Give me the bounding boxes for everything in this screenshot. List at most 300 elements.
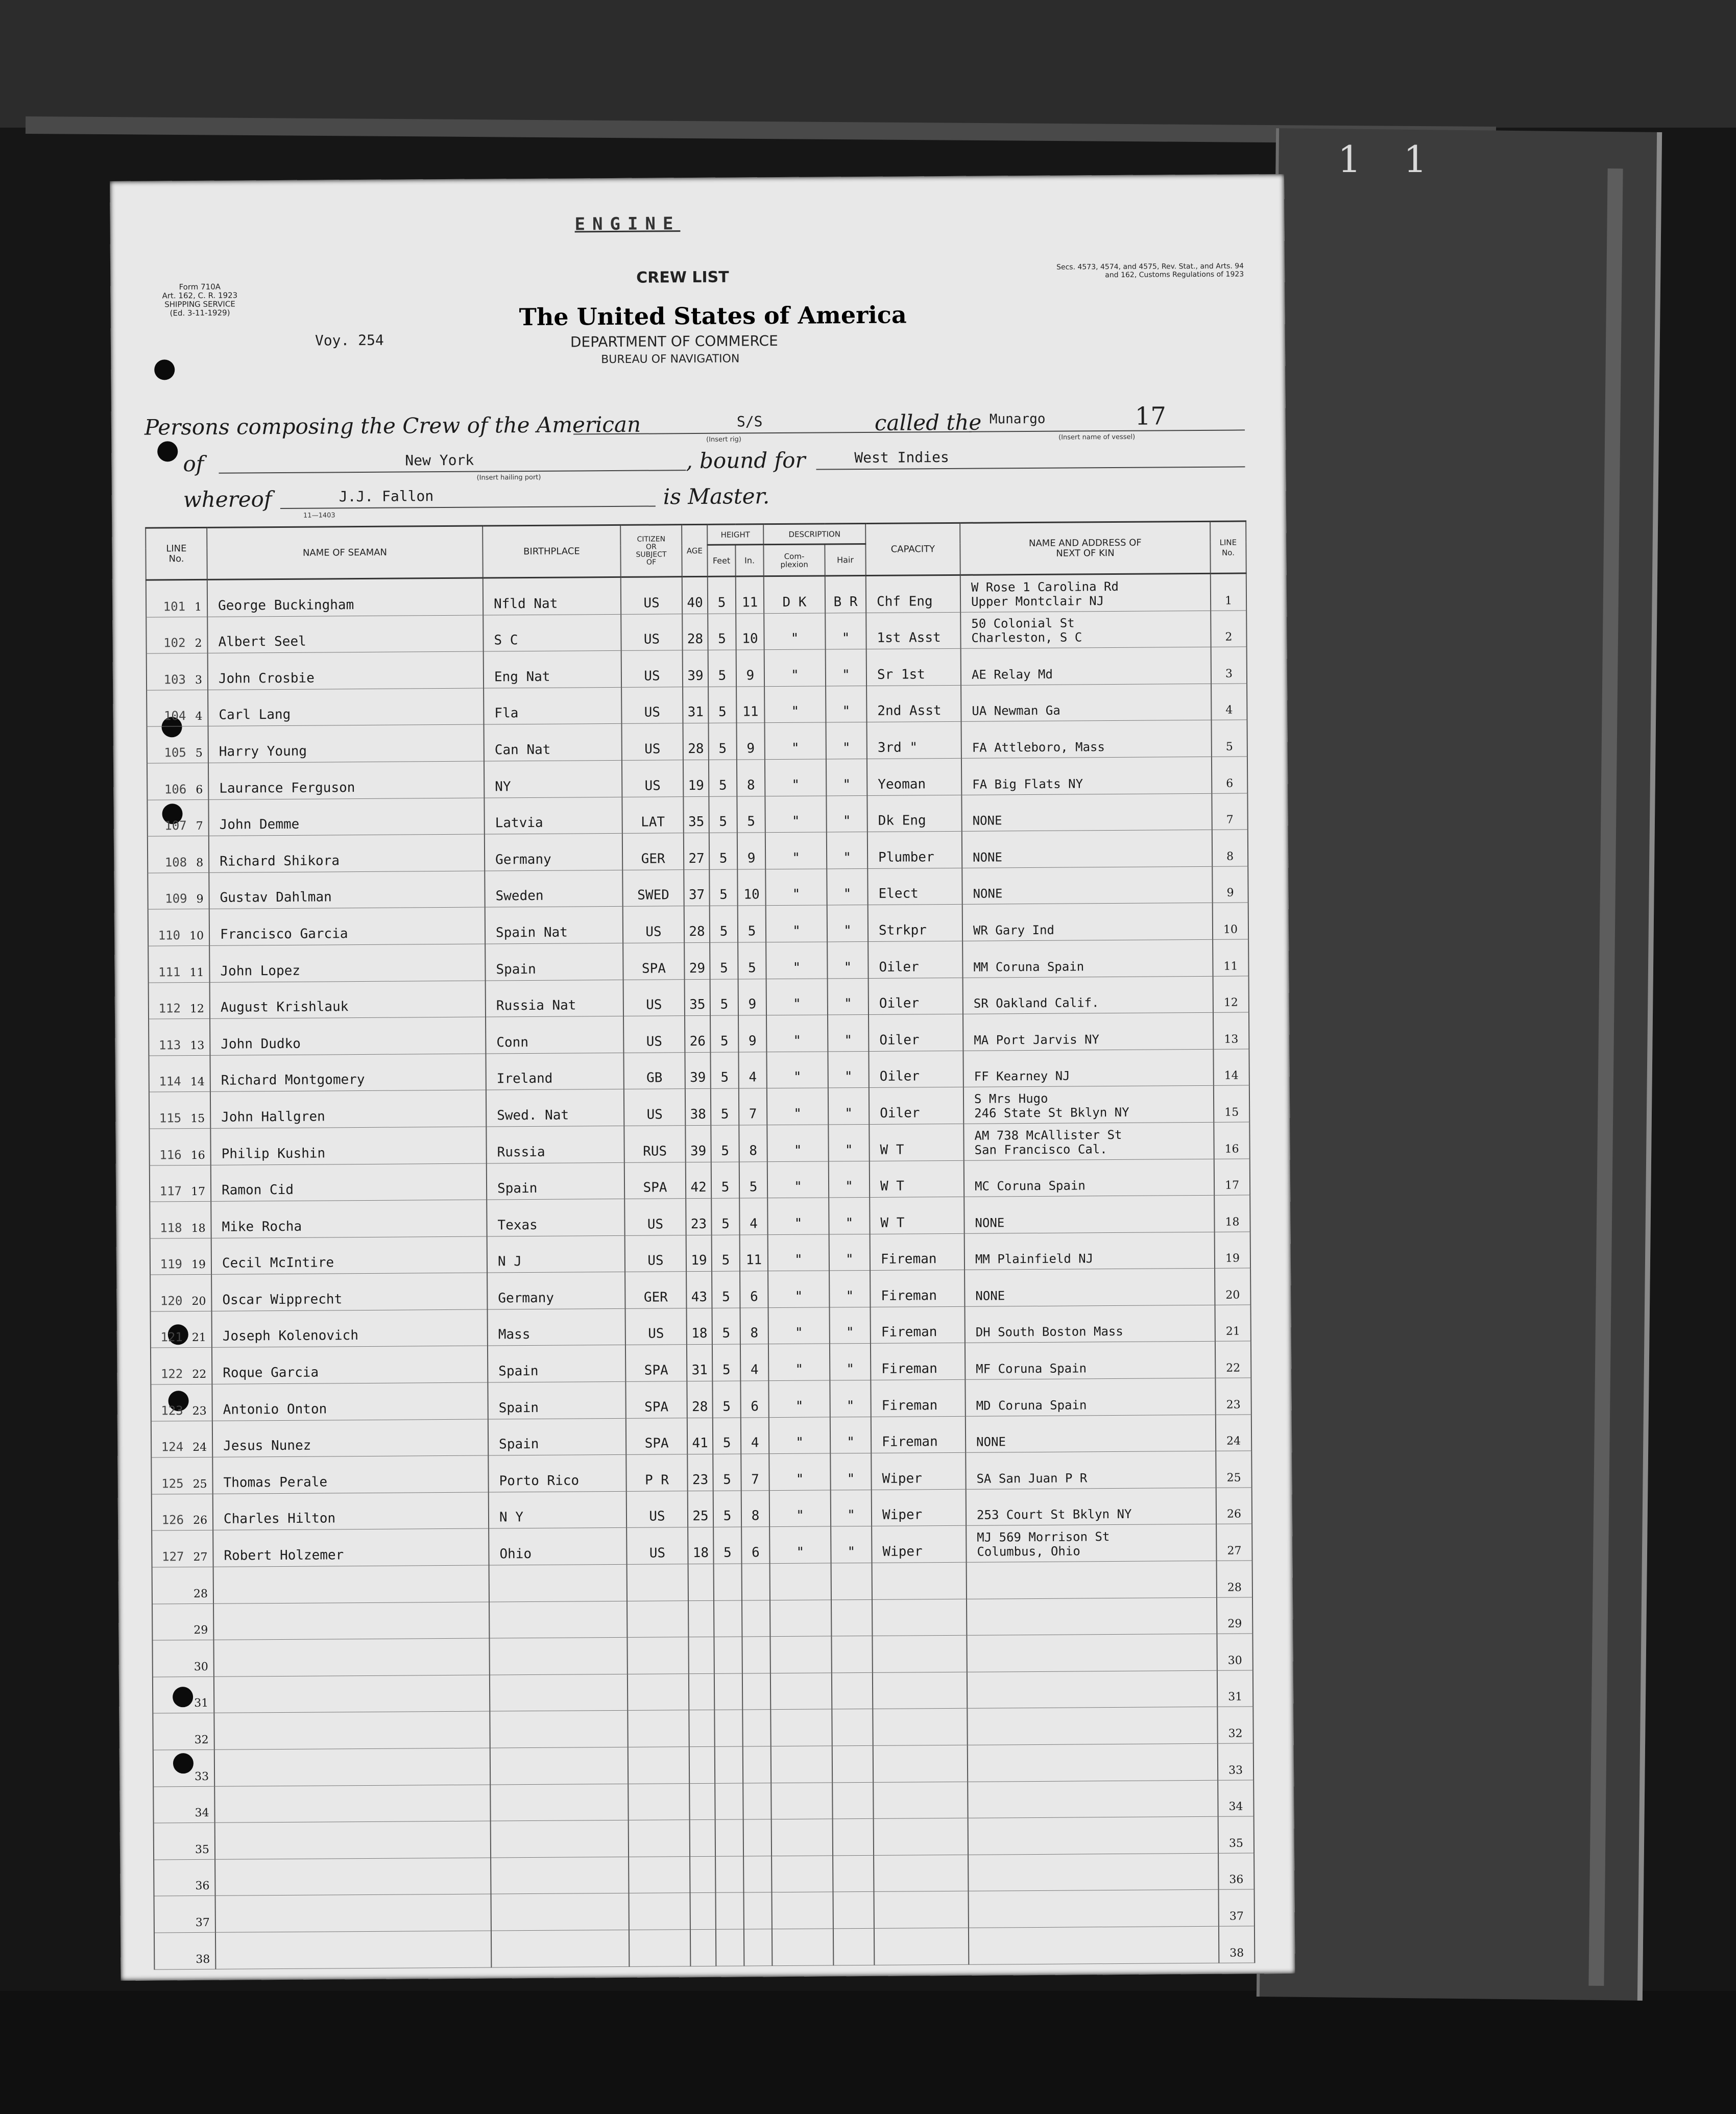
citizenship: P R	[626, 1454, 687, 1491]
height-inches: 4	[740, 1344, 768, 1381]
table-row	[146, 573, 1246, 617]
height-inches: 10	[736, 613, 764, 650]
height-feet: 5	[712, 1235, 740, 1272]
table-row	[153, 1670, 1253, 1714]
capacity	[874, 1855, 968, 1892]
next-of-kin	[966, 1524, 1216, 1563]
row-line-number-text: 15	[190, 1112, 205, 1125]
complexion: "	[766, 942, 827, 979]
next-of-kin-line1	[978, 1777, 1217, 1778]
height-feet: 5	[710, 906, 738, 942]
table-row	[147, 684, 1247, 727]
birthplace: Texas	[487, 1199, 624, 1236]
next-of-kin-line1: MD Coruna Spain	[976, 1398, 1087, 1413]
age: 27	[684, 833, 709, 870]
age: 39	[685, 1125, 711, 1162]
seaman-name	[214, 1675, 490, 1713]
birthplace: Spain	[487, 1162, 624, 1200]
row-line-number-text: 17	[191, 1185, 206, 1199]
hair	[831, 1636, 872, 1673]
row-serial-prefix: 104	[163, 709, 186, 723]
hair	[833, 1892, 874, 1929]
crew-list-title: CREW LIST	[636, 268, 729, 287]
row-serial-prefix: 125	[161, 1476, 184, 1491]
next-of-kin	[962, 830, 1212, 868]
citizenship: US	[625, 1235, 686, 1272]
height-feet	[716, 1892, 744, 1929]
complexion	[771, 1783, 832, 1819]
complexion: "	[765, 759, 826, 796]
hair: "	[827, 868, 867, 905]
row-serial-prefix: 108	[164, 855, 187, 870]
citizenship: US	[621, 650, 683, 687]
nation-title: The United States of America	[519, 301, 907, 331]
citizenship: US	[623, 1016, 685, 1053]
row-serial-prefix: 122	[160, 1367, 183, 1381]
complexion	[772, 1929, 833, 1965]
next-of-kin	[965, 1342, 1215, 1380]
next-of-kin-line2	[977, 1594, 1216, 1595]
row-line-number-right: 25	[1216, 1451, 1251, 1488]
row-line-number	[152, 1603, 213, 1640]
row-line-number	[151, 1421, 212, 1457]
next-of-kin-line2	[979, 1923, 1218, 1925]
seaman-name: Laurance Ferguson	[208, 761, 484, 799]
header-description: DESCRIPTION	[763, 523, 865, 544]
capacity: Plumber	[867, 831, 962, 868]
table-row	[153, 1780, 1253, 1823]
hair: "	[829, 1234, 870, 1271]
birthplace: Latvia	[484, 797, 622, 834]
hair: "	[829, 1271, 870, 1307]
birthplace: Porto Rico	[488, 1455, 626, 1492]
birthplace	[489, 1638, 627, 1675]
table-row	[154, 1926, 1255, 1970]
called-label: called the	[874, 409, 982, 435]
seaman-name: Roque Garcia	[212, 1346, 488, 1384]
row-line-number-right: 3	[1211, 647, 1247, 684]
next-of-kin-line1: NONE	[972, 813, 1002, 828]
seaman-name	[213, 1602, 489, 1640]
citizenship	[629, 1893, 690, 1930]
capacity	[872, 1636, 967, 1673]
row-line-number	[150, 1165, 211, 1202]
age	[689, 1746, 715, 1783]
hair	[832, 1782, 873, 1819]
hair	[832, 1672, 873, 1709]
birthplace: Conn	[486, 1016, 623, 1054]
row-line-number-text: 24	[192, 1441, 207, 1454]
citizenship	[627, 1564, 688, 1601]
age	[690, 1893, 716, 1930]
row-line-number-text: 7	[196, 820, 203, 833]
height-feet: 5	[712, 1344, 740, 1381]
complexion: "	[768, 1307, 830, 1344]
capacity: 3rd "	[867, 722, 961, 759]
hair: "	[828, 1051, 869, 1088]
table-row	[153, 1707, 1253, 1750]
header-age: AGE	[682, 524, 708, 576]
next-of-kin-line1: MC Coruna Spain	[974, 1178, 1086, 1194]
punch-hole	[154, 359, 175, 380]
table-row	[147, 647, 1247, 690]
complexion: "	[766, 978, 828, 1015]
capacity: Strkpr	[868, 905, 962, 942]
seaman-name: Francisco Garcia	[209, 907, 485, 945]
row-line-number	[150, 1275, 211, 1311]
next-of-kin-line1	[979, 1813, 1218, 1815]
table-row	[148, 939, 1248, 983]
row-line-number	[151, 1457, 212, 1494]
seaman-name: John Crosbie	[208, 651, 484, 690]
citizenship: US	[621, 577, 682, 614]
age: 23	[686, 1198, 711, 1235]
is-master-label: is Master.	[663, 483, 770, 509]
row-line-number	[153, 1749, 214, 1786]
complexion	[770, 1600, 831, 1637]
header-hair: Hair	[825, 544, 865, 575]
height-feet: 5	[711, 1125, 739, 1162]
hair	[833, 1819, 874, 1856]
birthplace	[490, 1711, 628, 1748]
height-inches: 8	[737, 760, 765, 796]
vessel-name: Munargo	[989, 411, 1046, 427]
height-feet: 5	[709, 869, 737, 906]
next-of-kin-line2	[978, 1704, 1217, 1705]
table-row	[149, 1122, 1249, 1165]
height-feet: 5	[709, 833, 737, 869]
next-of-kin-line2	[977, 1631, 1216, 1632]
hair: "	[829, 1198, 870, 1234]
hair: "	[831, 1526, 872, 1563]
age: 19	[683, 760, 709, 796]
age: 38	[685, 1089, 711, 1126]
complexion	[771, 1819, 833, 1856]
row-line-number	[149, 1018, 210, 1055]
birthplace: Russia Nat	[486, 980, 623, 1017]
row-line-number-text: 25	[192, 1477, 207, 1491]
complexion: D K	[764, 576, 825, 613]
table-row	[147, 720, 1247, 763]
hair	[831, 1563, 872, 1599]
next-of-kin-line1: FF Kearney NJ	[974, 1068, 1070, 1084]
table-row	[148, 903, 1248, 946]
height-feet	[714, 1710, 742, 1746]
complexion	[770, 1563, 831, 1600]
birthplace: Russia	[486, 1126, 624, 1163]
citizenship	[628, 1710, 689, 1747]
next-of-kin	[966, 1488, 1216, 1526]
next-of-kin	[963, 976, 1213, 1014]
birthplace	[491, 1930, 629, 1967]
height-feet: 5	[712, 1271, 740, 1308]
row-line-number-text: 21	[191, 1331, 206, 1345]
row-line-number-right: 17	[1214, 1158, 1250, 1195]
next-of-kin-line1: AM 738 McAllister St	[974, 1127, 1122, 1143]
row-line-number-text: 14	[190, 1076, 205, 1089]
row-line-number-right: 35	[1218, 1816, 1254, 1853]
punch-hole	[157, 441, 178, 461]
age: 18	[687, 1308, 712, 1345]
row-line-number-right: 30	[1217, 1634, 1252, 1670]
height-feet: 5	[708, 687, 736, 723]
citizenship: US	[624, 1199, 686, 1235]
row-line-number-text: 35	[195, 1843, 210, 1856]
row-line-number	[151, 1311, 212, 1348]
port-field-line	[219, 470, 686, 474]
header-feet: Feet	[707, 545, 735, 576]
row-line-number-text: 5	[195, 746, 203, 760]
age	[689, 1783, 715, 1820]
complexion: "	[765, 869, 827, 906]
birthplace	[490, 1674, 628, 1711]
next-of-kin	[963, 1012, 1213, 1051]
seaman-name: Ramon Cid	[211, 1163, 487, 1202]
row-serial-prefix: 106	[164, 782, 187, 796]
row-line-number-text: 2	[195, 637, 202, 650]
hair: "	[830, 1417, 871, 1453]
seaman-name: Robert Holzemer	[213, 1528, 489, 1567]
height-feet: 5	[711, 1088, 739, 1125]
birthplace	[491, 1857, 629, 1894]
age: 28	[687, 1381, 712, 1418]
capacity: W T	[870, 1197, 964, 1234]
row-line-number-text: 23	[192, 1404, 207, 1418]
capacity	[874, 1928, 969, 1965]
next-of-kin	[964, 1195, 1214, 1233]
complexion: "	[766, 1015, 828, 1052]
hair: "	[825, 613, 866, 649]
table-row	[151, 1341, 1251, 1384]
capacity: Oiler	[868, 941, 962, 978]
row-line-number-right: 29	[1217, 1597, 1252, 1634]
birthplace	[489, 1564, 627, 1601]
age: 28	[682, 614, 708, 650]
height-feet	[716, 1929, 744, 1966]
row-serial-prefix: 123	[161, 1403, 183, 1418]
height-inches	[743, 1819, 771, 1856]
row-line-number	[147, 690, 208, 726]
hair: B R	[825, 575, 866, 613]
height-feet: 5	[710, 1052, 738, 1089]
row-line-number	[147, 726, 208, 763]
height-inches: 9	[737, 723, 765, 760]
height-inches: 4	[739, 1198, 767, 1235]
next-of-kin-line2	[979, 1886, 1218, 1888]
table-row	[150, 1158, 1250, 1202]
table-row	[148, 830, 1248, 873]
table-row	[150, 1195, 1250, 1238]
next-of-kin-line1: AE Relay Md	[971, 667, 1053, 682]
table-row	[151, 1378, 1251, 1421]
height-feet	[715, 1783, 743, 1820]
seaman-name: Albert Seel	[207, 615, 483, 653]
citizenship: SPA	[625, 1381, 687, 1418]
row-serial-prefix: 110	[158, 928, 181, 943]
seaman-name	[213, 1565, 489, 1603]
age: 31	[683, 687, 708, 723]
height-inches	[744, 1929, 772, 1966]
capacity: Oiler	[869, 1014, 963, 1051]
hair: "	[827, 941, 868, 978]
row-serial-prefix: 124	[161, 1440, 184, 1454]
height-inches: 9	[738, 1015, 766, 1052]
citizenship	[627, 1637, 688, 1674]
hair: "	[830, 1380, 871, 1417]
seaman-name: August Krishlauk	[210, 981, 486, 1019]
row-serial-prefix: 120	[160, 1294, 183, 1308]
seaman-name: Mike Rocha	[211, 1200, 487, 1238]
form-number: Form 710A Art. 162, C. R. 1923 SHIPPING SERVICE (Ed. 3-11-1929)	[162, 282, 238, 318]
header-line-no-right: LINE No.	[1210, 521, 1246, 573]
row-line-number-text: 3	[195, 673, 203, 687]
row-line-number-right: 8	[1212, 830, 1248, 866]
complexion: "	[769, 1417, 830, 1454]
row-line-number-right: 16	[1214, 1122, 1249, 1159]
height-inches: 10	[737, 869, 765, 906]
complexion: "	[766, 1052, 828, 1088]
row-line-number-text: 9	[196, 893, 204, 906]
capacity: Wiper	[871, 1453, 966, 1490]
citizenship	[629, 1820, 690, 1857]
header-height: HEIGHT	[707, 524, 763, 545]
birthplace: NY	[484, 760, 622, 797]
next-of-kin-line1: MM Coruna Spain	[973, 959, 1084, 975]
row-line-number-text: 22	[192, 1368, 207, 1381]
row-line-number	[149, 1092, 210, 1129]
table-row	[152, 1488, 1252, 1531]
complexion: "	[767, 1198, 829, 1234]
next-of-kin	[969, 1926, 1219, 1964]
complexion: "	[768, 1344, 830, 1380]
birthplace: Spain	[488, 1381, 625, 1419]
next-of-kin	[968, 1816, 1218, 1855]
row-serial-prefix: 121	[160, 1330, 183, 1345]
row-line-number-right: 23	[1215, 1378, 1251, 1415]
row-serial-prefix: 101	[163, 599, 186, 614]
hair: "	[828, 1124, 869, 1161]
height-inches	[742, 1673, 770, 1710]
height-inches: 7	[741, 1454, 769, 1491]
height-feet	[715, 1856, 743, 1893]
rig-value: S/S	[736, 413, 763, 430]
next-of-kin-line1: 50 Colonial St	[971, 616, 1075, 631]
citizenship	[629, 1856, 690, 1893]
next-of-kin-line1: NONE	[975, 1289, 1005, 1303]
table-row	[152, 1634, 1252, 1677]
complexion: "	[765, 832, 827, 869]
table-row	[154, 1853, 1254, 1897]
complexion: "	[769, 1490, 831, 1527]
vessel-field-line	[969, 429, 1245, 432]
row-line-number-text: 10	[189, 929, 204, 943]
hair: "	[826, 759, 867, 795]
citizenship: SPA	[625, 1345, 687, 1381]
seaman-name: Jesus Nunez	[212, 1419, 488, 1457]
next-of-kin-line1: NONE	[973, 886, 1003, 902]
header-capacity: CAPACITY	[865, 523, 960, 575]
next-of-kin-line1: SA San Juan P R	[976, 1471, 1088, 1486]
hair: "	[831, 1490, 872, 1526]
next-of-kin-line1	[979, 1850, 1218, 1852]
seaman-name: Harry Young	[208, 724, 484, 763]
capacity: Fireman	[871, 1379, 965, 1417]
row-line-number-right: 20	[1215, 1268, 1250, 1305]
height-feet: 5	[709, 723, 737, 760]
row-line-number	[151, 1348, 212, 1384]
complexion: "	[766, 905, 827, 942]
row-line-number	[147, 799, 208, 836]
printer-code: 11—1403	[303, 512, 335, 520]
seaman-name: John Hallgren	[210, 1090, 486, 1128]
persons-label: Persons composing the Crew of the American	[144, 411, 641, 440]
hair	[832, 1709, 873, 1746]
next-of-kin-line1: 253 Court St Bklyn NY	[976, 1507, 1132, 1523]
next-of-kin-line1	[977, 1631, 1216, 1632]
next-of-kin	[962, 903, 1213, 941]
row-line-number-text: 34	[195, 1807, 209, 1820]
row-line-number-right: 37	[1218, 1889, 1254, 1926]
height-feet: 5	[713, 1527, 741, 1564]
height-feet: 5	[711, 1162, 739, 1199]
capacity: Elect	[867, 868, 962, 905]
age	[690, 1929, 716, 1966]
seaman-name: Gustav Dahlman	[209, 871, 485, 909]
next-of-kin-line1	[978, 1740, 1217, 1742]
hair	[833, 1855, 874, 1892]
row-serial-prefix: 115	[159, 1111, 182, 1126]
height-inches: 5	[737, 796, 765, 833]
row-line-number-text: 30	[194, 1660, 208, 1673]
citizenship: US	[621, 687, 683, 723]
table-row	[152, 1597, 1252, 1641]
header-birthplace: BIRTHPLACE	[483, 525, 621, 578]
citizenship: GB	[623, 1052, 685, 1089]
next-of-kin	[967, 1561, 1217, 1599]
row-serial-prefix: 113	[158, 1037, 181, 1053]
birthplace: Germany	[487, 1272, 625, 1309]
next-of-kin	[967, 1670, 1217, 1709]
next-of-kin-line2	[978, 1777, 1217, 1778]
next-of-kin	[967, 1707, 1217, 1745]
age: 28	[684, 906, 710, 943]
row-line-number-text: 6	[196, 783, 203, 796]
row-line-number-right: 5	[1211, 720, 1247, 757]
age: 35	[683, 796, 709, 833]
height-inches	[742, 1564, 770, 1600]
height-feet: 5	[711, 1198, 739, 1235]
next-of-kin-line1: NONE	[976, 1435, 1006, 1449]
next-of-kin-line2: Columbus, Ohio	[977, 1544, 1080, 1559]
bound-label: , bound for	[686, 447, 806, 474]
hair	[832, 1745, 873, 1782]
hair: "	[826, 795, 867, 832]
capacity: Chf Eng	[866, 575, 960, 613]
next-of-kin-line1: NONE	[975, 1216, 1005, 1230]
crew-table	[145, 520, 1255, 1970]
birthplace: Spain Nat	[485, 907, 623, 944]
hair: "	[830, 1307, 871, 1344]
seaman-name: Charles Hilton	[213, 1492, 489, 1530]
row-line-number	[151, 1384, 212, 1421]
height-feet: 5	[713, 1491, 741, 1527]
age: 39	[685, 1052, 710, 1089]
next-of-kin-line1: WR Gary Ind	[973, 922, 1055, 938]
seaman-name	[214, 1748, 490, 1786]
next-of-kin-line1	[979, 1923, 1218, 1925]
hair: "	[830, 1344, 871, 1380]
header-next-of-kin: NAME AND ADDRESS OF NEXT OF KIN	[960, 521, 1211, 575]
